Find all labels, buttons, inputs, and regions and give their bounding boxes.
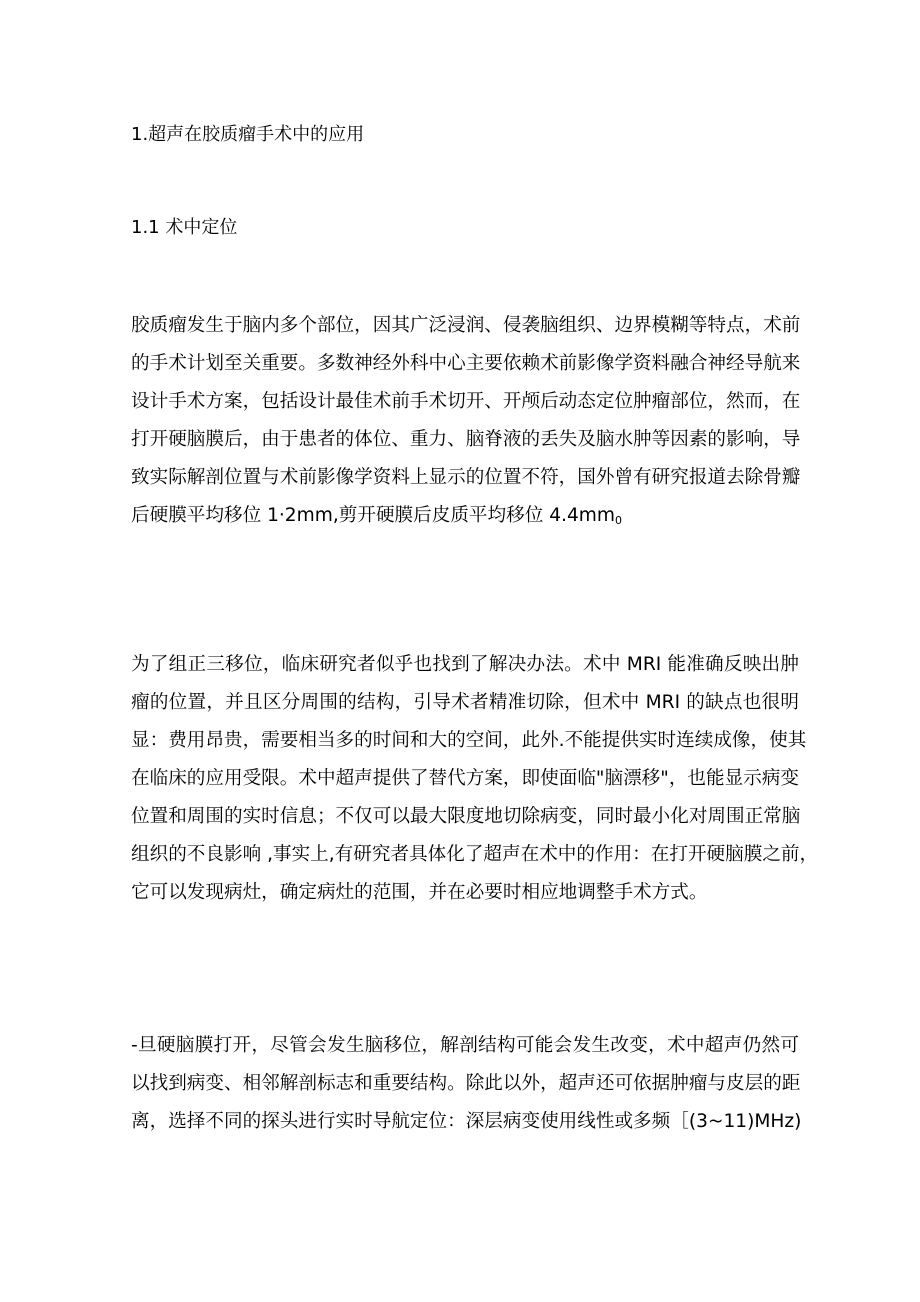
paragraph-line: -旦硬脑膜打开，尽管会发生脑移位，解剖结构可能会发生改变，术中超声仍然可 bbox=[131, 1035, 799, 1056]
paragraph-line: 以找到病变、相邻解剖标志和重要结构。除此以外，超声还可依据肿瘤与皮层的距 bbox=[131, 1073, 801, 1094]
paragraph-line: 设计手术方案，包括设计最佳术前手术切开、开颅后动态定位肿瘤部位，然而，在 bbox=[131, 391, 801, 412]
paragraph-line: 离，选择不同的探头进行实时导航定位：深层病变使用线性或多频［(3~11)MHz) bbox=[131, 1111, 802, 1132]
subscript: 0 bbox=[615, 514, 623, 527]
paragraph-line: 组织的不良影响 ,事实上,有研究者具体化了超声在术中的作用：在打开硬脑膜之前， bbox=[131, 844, 819, 865]
paragraph-3 bbox=[131, 1027, 802, 1141]
paragraph-line: 为了组正三移位，临床研究者似乎也找到了解决办法。术中 MRI 能准确反映出肿 bbox=[131, 654, 799, 675]
paragraph-line: 打开硬脑膜后，由于患者的体位、重力、脑脊液的丢失及脑水肿等因素的影响，导 bbox=[131, 429, 801, 450]
paragraph-line: 位置和周围的实时信息；不仅可以最大限度地切除病变，同时最小化对周围正常脑 bbox=[131, 806, 801, 827]
paragraph-line: 致实际解剖位置与术前影像学资料上显示的位置不符，国外曾有研究报道去除骨瓣 bbox=[131, 467, 801, 488]
paragraph-line: 胶质瘤发生于脑内多个部位，因其广泛浸润、侵袭脑组织、边界模糊等特点，术前 bbox=[131, 315, 801, 336]
paragraph-1 bbox=[131, 307, 799, 535]
paragraph-2 bbox=[131, 646, 819, 912]
paragraph-line: 瘤的位置，并且区分周围的结构，引导术者精准切除，但术中 MRI 的缺点也很明 bbox=[131, 692, 799, 713]
section-heading-1: 1.超声在胶质瘤手术中的应用 bbox=[131, 124, 365, 145]
paragraph-line: 在临床的应用受限。术中超声提供了替代方案，即使面临"脑漂移"，也能显示病变 bbox=[131, 768, 799, 789]
paragraph-line: 显：费用昂贵，需要相当多的时间和大的空间，此外.不能提供实时连续成像，使其 bbox=[131, 730, 807, 751]
subsection-heading-1-1: 1.1 术中定位 bbox=[131, 217, 238, 238]
paragraph-line: 它可以发现病灶，确定病灶的范围，并在必要时相应地调整手术方式。 bbox=[131, 882, 708, 903]
paragraph-line-with-subscript bbox=[131, 497, 799, 535]
paragraph-line: 的手术计划至关重要。多数神经外科中心主要依赖术前影像学资料融合神经导航来 bbox=[131, 353, 801, 374]
paragraph-line-text: 后硬膜平均移位 1·2mm,剪开硬膜后皮质平均移位 4.4mm bbox=[131, 505, 616, 526]
